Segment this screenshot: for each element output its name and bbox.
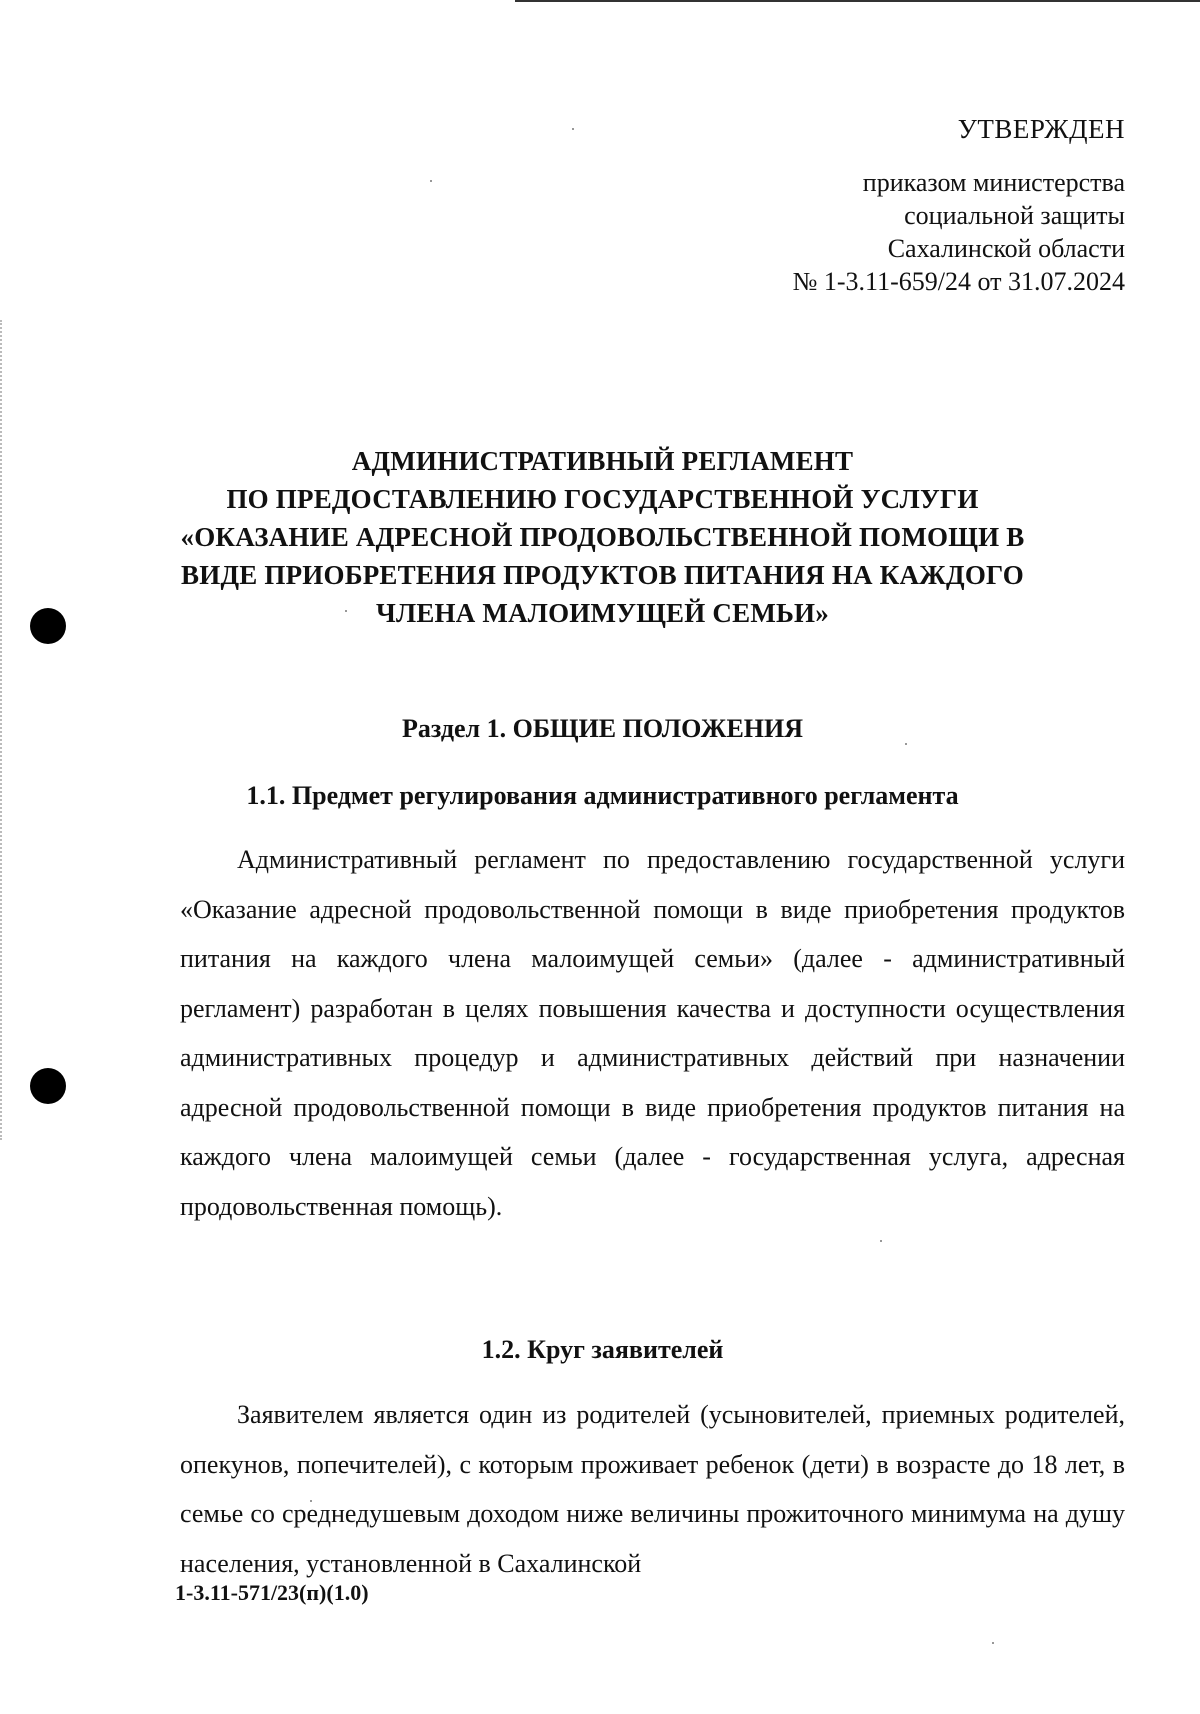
approval-line: приказом министерства <box>862 168 1125 197</box>
title-line: «ОКАЗАНИЕ АДРЕСНОЙ ПРОДОВОЛЬСТВЕННОЙ ПОМОЩИ В <box>180 522 1025 552</box>
section-1-heading: Раздел 1. ОБЩИЕ ПОЛОЖЕНИЯ <box>401 714 804 743</box>
scan-speck <box>880 1240 882 1242</box>
punch-hole-top <box>30 608 66 644</box>
subsection-1-2-heading: 1.2. Круг заявителей <box>481 1335 724 1364</box>
approval-title: УТВЕРЖДЕН <box>957 114 1125 144</box>
title-line: АДМИНИСТРАТИВНЫЙ РЕГЛАМЕНТ <box>351 446 854 476</box>
approval-order-number: № 1-3.11-659/24 от 31.07.2024 <box>792 267 1125 296</box>
scan-left-edge <box>0 320 4 1140</box>
title-line: ВИДЕ ПРИОБРЕТЕНИЯ ПРОДУКТОВ ПИТАНИЯ НА КАЖДОГО <box>181 560 1024 590</box>
subsection-1-2-paragraph: Заявителем является один из родителей (усыновителей, приемных родителей, опекунов, попечителей), с которым проживает ребенок (дети) в возрасте до 18 лет, в семье со среднедушевым доходом ниже величины прожиточного минимума на душу населения, установленной в Сахалинской <box>180 1400 1125 1578</box>
document-title <box>180 442 1025 632</box>
document-code-footer: 1-3.11-571/23(п)(1.0) <box>175 1580 369 1605</box>
approval-line: Сахалинской области <box>887 234 1125 263</box>
scan-speck <box>572 128 574 130</box>
scan-speck <box>992 1642 994 1644</box>
punch-hole-bottom <box>30 1068 66 1104</box>
scan-top-edge <box>515 0 1200 2</box>
scan-speck <box>430 180 432 182</box>
approval-line: социальной защиты <box>904 201 1125 230</box>
title-line: ЧЛЕНА МАЛОИМУЩЕЙ СЕМЬИ» <box>376 598 829 628</box>
title-line: ПО ПРЕДОСТАВЛЕНИЮ ГОСУДАРСТВЕННОЙ УСЛУГИ <box>226 484 979 514</box>
approval-stamp <box>793 113 1125 298</box>
subsection-1-1-heading: 1.1. Предмет регулирования административного регламента <box>246 781 959 810</box>
subsection-1-1-paragraph: Административный регламент по предоставлению государственной услуги «Оказание адресной продовольственной помощи в виде приобретения продуктов питания на каждого члена малоимущей семьи» (далее - административный регламент) разработан в целях повышения качества и доступности осуществления административных процедур и административных действий при назначении адресной продовольственной помощи в виде приобретения продуктов питания на каждого члена малоимущей семьи (далее - государственная услуга, адресная продовольственная помощь). <box>180 845 1125 1221</box>
